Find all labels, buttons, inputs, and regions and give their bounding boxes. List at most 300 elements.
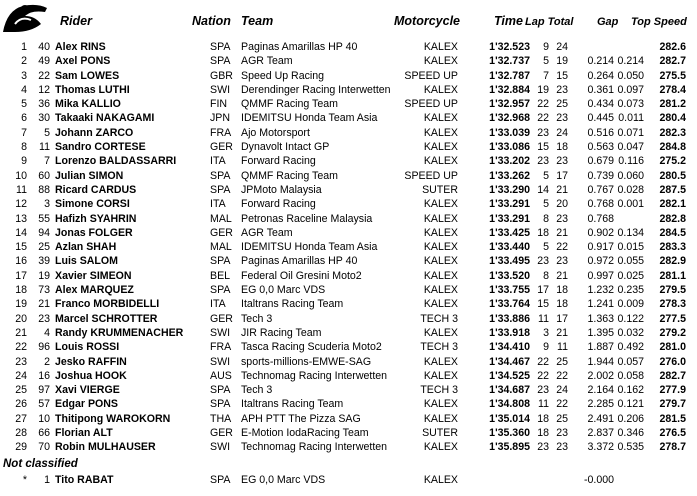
total-laps: 17: [556, 169, 568, 182]
lap-time: 1'34.410: [489, 341, 530, 354]
rider-name: Joshua HOOK: [55, 369, 127, 382]
best-lap: 23: [537, 441, 549, 454]
total-laps: 23: [556, 83, 568, 96]
rider-number: 10: [38, 412, 50, 425]
team-name: Derendinger Racing Interwetten: [241, 83, 391, 96]
table-row: [0, 397, 697, 411]
table-row: [0, 254, 697, 268]
gap-to-first: 1.944: [587, 355, 614, 368]
position: 1: [21, 41, 27, 53]
rider-number: 60: [38, 169, 50, 182]
position: *: [22, 474, 27, 486]
gap-to-previous: 0.116: [618, 155, 644, 168]
position: 3: [21, 69, 27, 82]
table-row: [0, 226, 697, 240]
team-name: AGR Team: [241, 226, 293, 239]
lap-time: 1'33.039: [489, 126, 530, 139]
rider-name: Sandro CORTESE: [55, 141, 146, 154]
total-laps: 22: [556, 369, 568, 382]
nation: MAL: [210, 212, 232, 225]
best-lap: 23: [537, 384, 549, 397]
table-row: [0, 126, 697, 140]
position: 5: [21, 98, 27, 111]
team-name: Forward Racing: [241, 198, 316, 211]
lap-time: 1'34.525: [489, 369, 530, 382]
rider-number: 96: [38, 341, 50, 354]
nation: GER: [210, 141, 233, 154]
table-row: [0, 369, 697, 383]
table-row: [0, 312, 697, 326]
nation: GER: [210, 312, 233, 325]
top-speed: 282.6: [659, 41, 686, 53]
lap-time: 1'35.014: [489, 412, 530, 425]
rider-name: Marcel SCHROTTER: [55, 312, 158, 325]
total-laps: 18: [556, 298, 568, 311]
nation: SPA: [210, 255, 231, 268]
rider-name: Xavi VIERGE: [55, 384, 120, 397]
position: 13: [15, 212, 27, 225]
total-laps: 22: [556, 398, 568, 411]
rider-name: Alex MARQUEZ: [55, 284, 134, 297]
motorcycle: KALEX: [423, 198, 458, 211]
position: 28: [15, 427, 27, 440]
position: 20: [15, 312, 27, 325]
best-lap: 17: [537, 284, 549, 297]
top-speed: 282.7: [659, 55, 686, 68]
rider-number: 40: [38, 41, 50, 53]
header-top-speed: Top Speed: [631, 16, 687, 28]
lap-time: 1'33.764: [489, 298, 530, 311]
motorcycle-rider-icon: [1, 2, 51, 34]
best-lap: 22: [537, 369, 549, 382]
best-lap: 22: [537, 98, 549, 111]
rider-number: 23: [38, 312, 50, 325]
top-speed: 280.4: [659, 112, 686, 125]
rider-number: 12: [38, 83, 50, 96]
position: 7: [21, 126, 27, 139]
nation: SPA: [210, 183, 231, 196]
rider-number: 19: [38, 269, 50, 282]
team-name: QMMF Racing Team: [241, 98, 338, 111]
total-laps: 23: [556, 112, 568, 125]
team-name: Federal Oil Gresini Moto2: [241, 269, 362, 282]
table-row: [0, 83, 697, 97]
nation: FRA: [210, 341, 232, 354]
header-nation: Nation: [192, 14, 231, 28]
gap-to-previous: 0.055: [617, 255, 644, 268]
position: 24: [15, 369, 27, 382]
gap-to-previous: 0.011: [618, 112, 644, 125]
gap-to-first: 2.491: [587, 412, 614, 425]
rider-number: 2: [44, 355, 50, 368]
position: 17: [15, 269, 27, 282]
total-laps: 25: [556, 412, 568, 425]
motorcycle: SPEED UP: [404, 98, 458, 111]
gap-to-previous: 0.058: [617, 369, 644, 382]
nation: SPA: [210, 398, 231, 411]
gap-to-first: 2.002: [587, 369, 614, 382]
nation: SWI: [210, 83, 231, 96]
position: 4: [21, 83, 27, 96]
lap-time: 1'33.262: [489, 169, 530, 182]
table-row: [0, 269, 697, 283]
top-speed: 281.2: [659, 98, 686, 111]
total-laps: 11: [557, 341, 568, 354]
position: 22: [15, 341, 27, 354]
best-lap: 23: [537, 126, 549, 139]
gap-to-previous: 0.206: [617, 412, 644, 425]
best-lap: 5: [543, 169, 549, 182]
rider-name: Luis SALOM: [55, 255, 118, 268]
best-lap: 9: [543, 41, 549, 53]
position: 23: [15, 355, 27, 368]
total-laps: 19: [556, 55, 568, 68]
position: 26: [15, 398, 27, 411]
rider-name: Thomas LUTHI: [55, 83, 130, 96]
gap-to-first: 0.679: [587, 155, 614, 168]
gap-to-first: 0.434: [587, 98, 614, 111]
total-laps: 17: [556, 312, 568, 325]
table-row: [0, 355, 697, 369]
total-laps: 18: [556, 141, 568, 154]
team-name: E-Motion IodaRacing Team: [241, 427, 369, 440]
nation: ITA: [210, 198, 226, 211]
gap-to-first: 0.361: [587, 83, 614, 96]
table-row: [0, 383, 697, 397]
gap-to-previous: 0.134: [617, 226, 644, 239]
rider-number: 1: [44, 474, 50, 486]
gap-to-first: 0.767: [587, 183, 614, 196]
motorcycle: SUTER: [422, 183, 458, 196]
rider-number: 49: [38, 55, 50, 68]
rider-name: Florian ALT: [55, 427, 113, 440]
total-laps: 21: [556, 269, 568, 282]
motorcycle: KALEX: [423, 369, 458, 382]
table-row: [0, 326, 697, 340]
top-speed: 275.2: [659, 155, 686, 168]
top-speed: 282.9: [659, 255, 686, 268]
lap-time: 1'33.918: [489, 326, 530, 339]
rider-name: Hafizh SYAHRIN: [55, 212, 137, 225]
gap-to-previous: 0.162: [617, 384, 644, 397]
best-lap: 19: [537, 83, 549, 96]
best-lap: 15: [537, 298, 549, 311]
gap-to-previous: 0.057: [617, 355, 644, 368]
lap-time: 1'33.425: [489, 226, 530, 239]
rider-name: Edgar PONS: [55, 398, 118, 411]
total-laps: 22: [556, 241, 568, 254]
rider-name: Johann ZARCO: [55, 126, 134, 139]
lap-time: 1'33.202: [489, 155, 530, 168]
rider-name: Tito RABAT: [55, 474, 114, 486]
gap-to-previous: 0.050: [617, 69, 644, 82]
lap-time: 1'32.968: [489, 112, 530, 125]
motorcycle: KALEX: [423, 141, 458, 154]
lap-time: 1'34.808: [489, 398, 530, 411]
top-speed: 287.5: [659, 183, 686, 196]
position: 15: [15, 241, 27, 254]
top-speed: 280.5: [659, 169, 686, 182]
nation: GER: [210, 226, 233, 239]
table-row: [0, 197, 697, 211]
best-lap: 23: [537, 155, 549, 168]
gap-to-previous: 0.097: [617, 83, 644, 96]
gap-to-first: 0.768: [587, 198, 614, 211]
rider-name: Xavier SIMEON: [55, 269, 132, 282]
nation: SPA: [210, 169, 231, 182]
rider-name: Julian SIMON: [55, 169, 124, 182]
best-lap: 3: [543, 326, 549, 339]
motorcycle: KALEX: [423, 212, 458, 225]
gap-to-first: 0.445: [587, 112, 614, 125]
rider-number: 70: [38, 441, 50, 454]
gap-to-previous: 0.214: [617, 55, 644, 68]
lap-time: 1'33.440: [489, 241, 530, 254]
position: 10: [15, 169, 27, 182]
total-laps: 15: [556, 69, 568, 82]
rider-name: Louis ROSSI: [55, 341, 120, 354]
nation: SWI: [210, 355, 231, 368]
lap-time: 1'33.755: [489, 284, 530, 297]
lap-time: 1'34.687: [489, 384, 530, 397]
gap-to-previous: 0.009: [617, 298, 644, 311]
rider-name: Axel PONS: [55, 55, 111, 68]
table-row: [0, 240, 697, 254]
gap-to-previous: 0.032: [617, 326, 644, 339]
team-name: Technomag Racing Interwetten: [241, 441, 388, 454]
rider-name: Franco MORBIDELLI: [55, 298, 160, 311]
total-laps: 18: [556, 284, 568, 297]
top-speed: 275.5: [659, 69, 686, 82]
gap-to-first: 1.887: [587, 341, 614, 354]
team-name: Technomag Racing Interwetten: [241, 369, 388, 382]
gap-to-previous: 0.235: [617, 284, 644, 297]
best-lap: 23: [537, 255, 549, 268]
rider-name: Azlan SHAH: [55, 241, 117, 254]
rider-number: 25: [38, 241, 50, 254]
nation: SWI: [210, 441, 231, 454]
table-row: [0, 340, 697, 354]
nation: AUS: [210, 369, 232, 382]
total-laps: 21: [556, 183, 568, 196]
gap-to-previous: 0.071: [617, 126, 644, 139]
position: 9: [21, 155, 27, 168]
total-laps: 23: [556, 441, 568, 454]
team-name: Paginas Amarillas HP 40: [241, 41, 358, 53]
table-row: [0, 40, 697, 54]
motorcycle: KALEX: [423, 112, 458, 125]
gap-to-first: 0.214: [587, 55, 614, 68]
rider-number: 36: [38, 98, 50, 111]
gap-to-previous: 0.025: [617, 269, 644, 282]
lap-time: 1'33.086: [489, 141, 530, 154]
motorcycle: KALEX: [423, 441, 458, 454]
position: 11: [16, 183, 27, 196]
rider-number: 39: [38, 255, 50, 268]
position: 2: [21, 55, 27, 68]
table-row: [0, 297, 697, 311]
lap-time: 1'33.886: [489, 312, 530, 325]
motorcycle: KALEX: [423, 155, 458, 168]
gap-to-first: 1.232: [587, 284, 614, 297]
top-speed: 284.5: [659, 226, 686, 239]
rider-name: Simone CORSI: [55, 198, 130, 211]
top-speed: 279.7: [659, 398, 686, 411]
table-row: [0, 412, 697, 426]
total-laps: 21: [556, 226, 568, 239]
lap-time: 1'32.523: [489, 41, 530, 53]
gap-to-previous: 0.122: [617, 312, 644, 325]
total-laps: 21: [556, 326, 568, 339]
gap-to-previous: 0.060: [617, 169, 644, 182]
best-lap: 18: [537, 427, 549, 440]
lap-time: 1'32.787: [489, 69, 530, 82]
position: 12: [15, 198, 27, 211]
motorcycle: KALEX: [423, 226, 458, 239]
table-row: [0, 183, 697, 197]
rider-number: 11: [39, 141, 50, 154]
position: 16: [15, 255, 27, 268]
best-lap: 18: [537, 412, 549, 425]
position: 29: [15, 441, 27, 454]
gap-to-first: 0.563: [587, 141, 614, 154]
best-lap: 22: [537, 355, 549, 368]
top-speed: 283.3: [659, 241, 686, 254]
rider-name: Robin MULHAUSER: [55, 441, 156, 454]
team-name: IDEMITSU Honda Team Asia: [241, 112, 378, 125]
rider-name: Randy KRUMMENACHER: [55, 326, 184, 339]
motorcycle: SUTER: [422, 427, 458, 440]
position: 27: [15, 412, 27, 425]
team-name: IDEMITSU Honda Team Asia: [241, 241, 378, 254]
best-lap: 5: [543, 55, 549, 68]
gap-to-previous: 0.015: [617, 241, 644, 254]
top-speed: 277.9: [659, 384, 686, 397]
classified-results: [0, 40, 697, 455]
table-row: [0, 111, 697, 125]
nation: FRA: [210, 126, 232, 139]
top-speed: 282.8: [659, 212, 686, 225]
total-laps: 23: [556, 155, 568, 168]
header-lap-total: Lap Total: [525, 16, 574, 28]
nation: SWI: [210, 326, 231, 339]
nation: SPA: [210, 384, 231, 397]
table-row: [0, 69, 697, 83]
total-laps: 25: [556, 98, 568, 111]
table-row: [0, 212, 697, 226]
team-name: Tech 3: [241, 312, 273, 325]
gap-to-first: 2.285: [587, 398, 614, 411]
rider-name: Takaaki NAKAGAMI: [55, 112, 155, 125]
best-lap: 8: [543, 212, 549, 225]
header-team: Team: [241, 14, 274, 28]
top-speed: 282.7: [659, 369, 686, 382]
top-speed: 279.5: [659, 284, 686, 297]
motorcycle: SPEED UP: [404, 69, 458, 82]
rider-name: Jonas FOLGER: [55, 226, 133, 239]
best-lap: 22: [537, 112, 549, 125]
top-speed: 278.3: [659, 298, 686, 311]
team-name: Forward Racing: [241, 155, 316, 168]
rider-number: 73: [38, 284, 50, 297]
motorcycle: TECH 3: [420, 384, 458, 397]
total-laps: 20: [556, 198, 568, 211]
table-row: [0, 154, 697, 168]
team-name: Dynavolt Intact GP: [241, 141, 330, 154]
motorcycle: TECH 3: [420, 312, 458, 325]
top-speed: 282.1: [659, 198, 686, 211]
top-speed: 281.0: [659, 341, 686, 354]
lap-time: 1'33.290: [489, 183, 530, 196]
position: 19: [15, 298, 27, 311]
rider-number: 21: [38, 298, 50, 311]
top-speed: 279.2: [659, 326, 686, 339]
best-lap: 7: [543, 69, 549, 82]
gap-to-first: 0.902: [587, 226, 614, 239]
top-speed: 276.5: [659, 427, 686, 440]
header-time: Time: [494, 14, 523, 28]
table-row: [0, 169, 697, 183]
rider-number: 7: [44, 155, 50, 168]
gap-to-first: 0.917: [587, 241, 614, 254]
best-lap: 14: [537, 183, 549, 196]
best-lap: 9: [543, 341, 549, 354]
rider-name: Alex RINS: [55, 41, 106, 53]
motorcycle: KALEX: [423, 474, 458, 486]
table-row: [0, 473, 697, 487]
gap-to-first: 1.363: [587, 312, 614, 325]
lap-time: 1'33.291: [489, 198, 530, 211]
not-classified-label: Not classified: [3, 458, 78, 470]
nation: SPA: [210, 55, 231, 68]
position: 25: [15, 384, 27, 397]
gap-to-first: 2.837: [587, 427, 614, 440]
total-laps: 23: [556, 427, 568, 440]
team-name: QMMF Racing Team: [241, 169, 338, 182]
rider-number: 66: [38, 427, 50, 440]
gap-to-first: 0.972: [587, 255, 614, 268]
nation: SPA: [210, 474, 231, 486]
top-speed: 284.8: [659, 141, 686, 154]
position: 6: [21, 112, 27, 125]
lap-time: 1'33.291: [489, 212, 530, 225]
gap-to-first: 0.516: [587, 126, 614, 139]
team-name: JPMoto Malaysia: [241, 183, 322, 196]
lap-time: 1'33.495: [489, 255, 530, 268]
best-lap: 8: [543, 269, 549, 282]
nation: ITA: [210, 298, 226, 311]
team-name: Ajo Motorsport: [241, 126, 310, 139]
table-row: [0, 54, 697, 68]
team-name: Tech 3: [241, 384, 273, 397]
rider-number: 16: [38, 369, 50, 382]
motorcycle: SPEED UP: [404, 169, 458, 182]
total-laps: 24: [556, 126, 568, 139]
team-name: Speed Up Racing: [241, 69, 325, 82]
team-name: JIR Racing Team: [241, 326, 322, 339]
nation: JPN: [210, 112, 231, 125]
best-lap: 15: [537, 141, 549, 154]
rider-number: 3: [44, 198, 50, 211]
rider-number: 5: [44, 126, 50, 139]
table-row: [0, 283, 697, 297]
gap-to-first: 1.241: [587, 298, 614, 311]
best-lap: 18: [537, 226, 549, 239]
rider-number: 57: [38, 398, 50, 411]
motorcycle: TECH 3: [420, 341, 458, 354]
gap-to-first: 3.372: [587, 441, 614, 454]
gap-to-previous: 0.028: [617, 183, 644, 196]
